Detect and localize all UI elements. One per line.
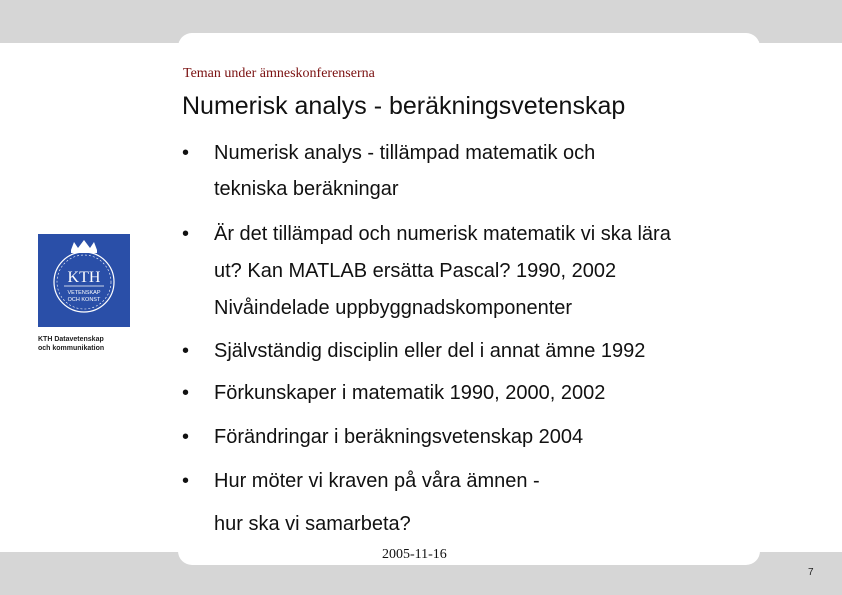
slide-date: 2005-11-16 (382, 547, 447, 562)
bullet-text: Självständig disciplin eller del i annat ämne 1992 (214, 340, 646, 362)
bullet-text: Förändringar i beräkningsvetenskap 2004 (214, 426, 584, 448)
logo-caption-line: KTH Datavetenskap (38, 336, 104, 343)
bullet-marker: • (182, 382, 190, 404)
svg-text:OCH KONST: OCH KONST (67, 297, 101, 303)
bullet-marker: • (182, 340, 190, 362)
bullet-text: Hur möter vi kraven på våra ämnen - (214, 470, 540, 492)
bullet-marker: • (182, 470, 190, 492)
kth-crest-icon (38, 234, 130, 327)
slide-title: Numerisk analys - beräkningsvetenskap (182, 92, 626, 120)
bullet-text: Är det tillämpad och numerisk matematik vi ska lära (214, 223, 671, 245)
svg-text:VETENSKAP: VETENSKAP (67, 290, 101, 296)
bullet-marker: • (182, 142, 190, 164)
kth-logo (38, 234, 130, 327)
logo-caption-line: och kommunikation (38, 345, 105, 352)
logo-caption (38, 335, 148, 353)
slide-subtitle: Teman under ämneskonferenserna (183, 66, 375, 81)
page-number: 7 (808, 567, 814, 578)
bullet-text: hur ska vi samarbeta? (214, 513, 411, 535)
bullet-text: Numerisk analys - tillämpad matematik och (214, 142, 596, 164)
bullet-marker: • (182, 223, 190, 245)
bullet-text: Nivåindelade uppbyggnadskomponenter (214, 297, 573, 319)
bullet-text: tekniska beräkningar (214, 178, 399, 200)
svg-text:KTH: KTH (67, 269, 101, 286)
bullet-text: ut? Kan MATLAB ersätta Pascal? 1990, 2002 (214, 260, 617, 282)
bullet-text: Förkunskaper i matematik 1990, 2000, 2002 (214, 382, 606, 404)
bullet-marker: • (182, 426, 190, 448)
